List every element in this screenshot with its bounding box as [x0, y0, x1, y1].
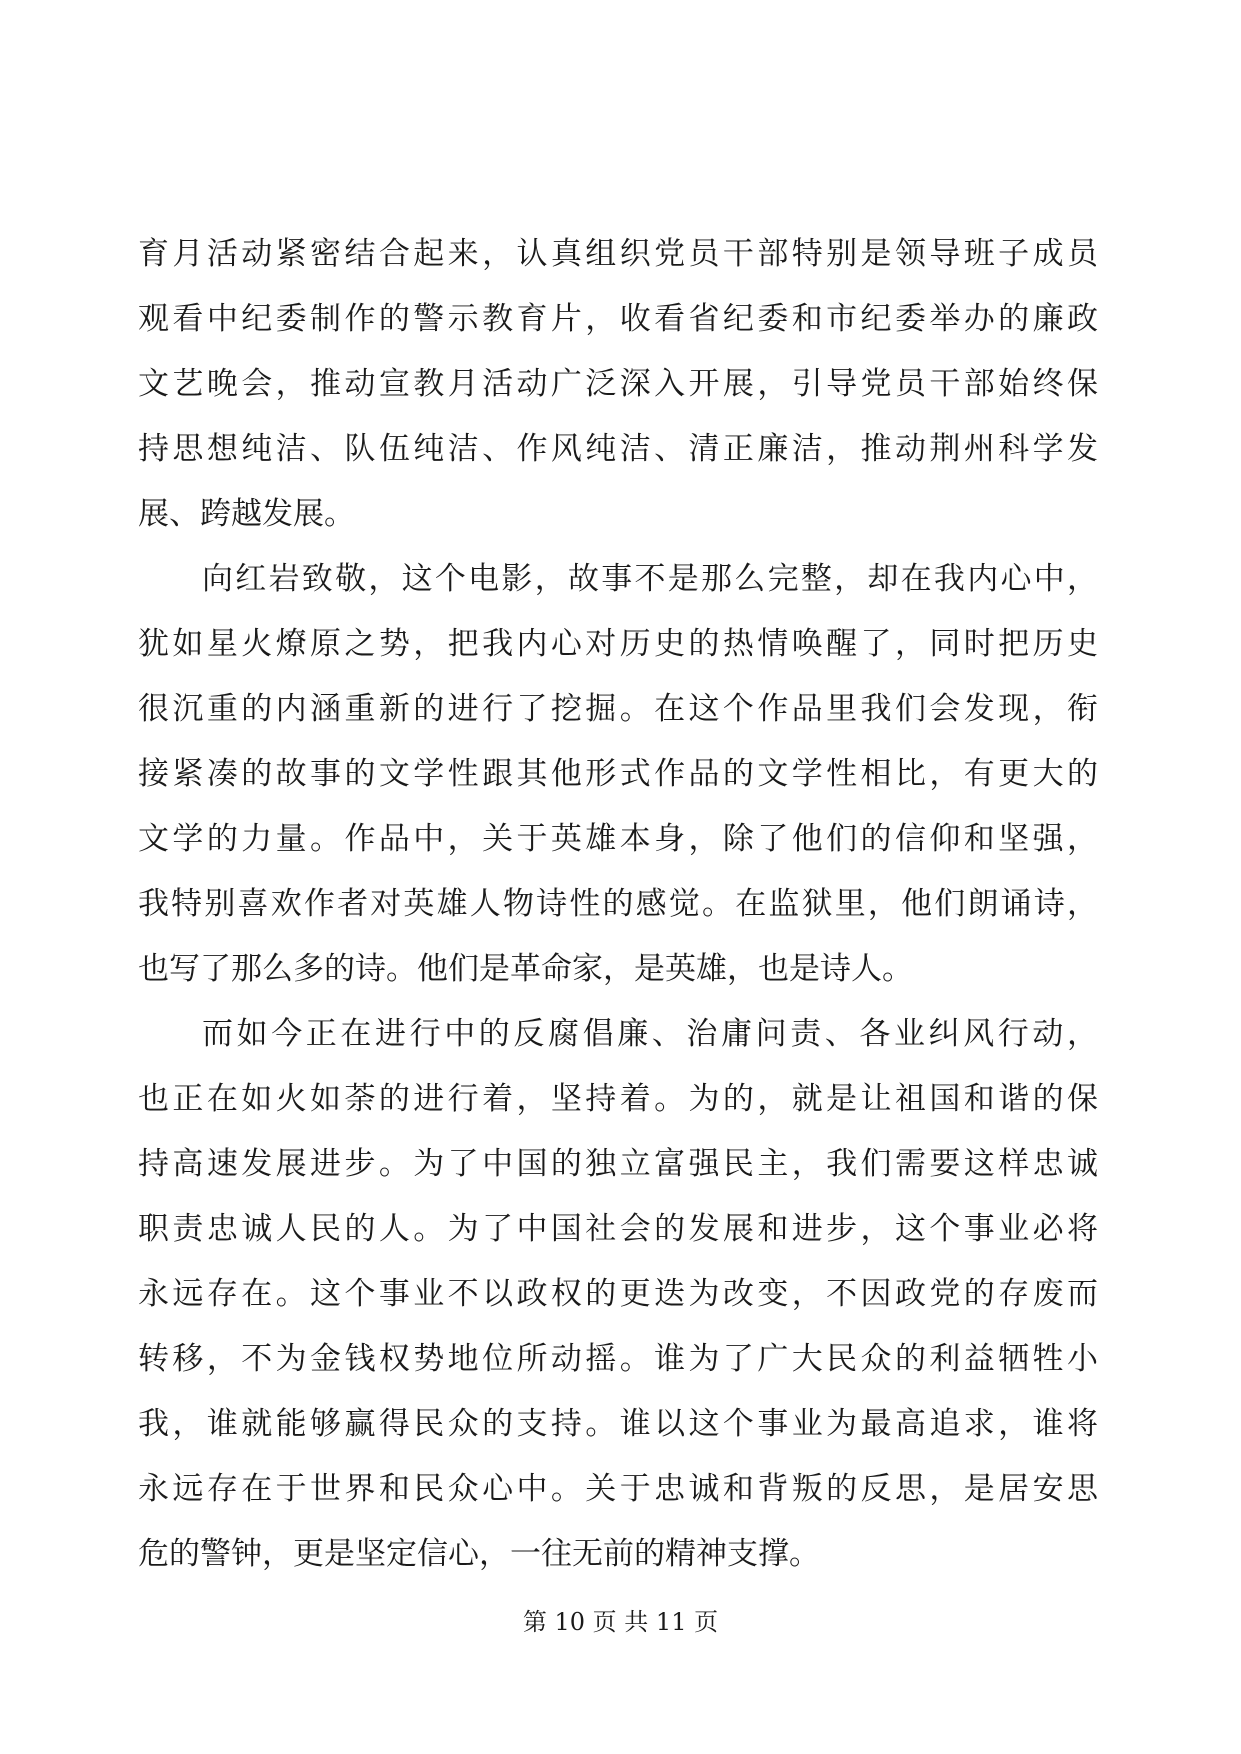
text-line: 持高速发展进步。为了中国的独立富强民主，我们需要这样忠诚 [138, 1146, 1098, 1182]
page-number-label: 第 10 页 共 11 页 [522, 1608, 719, 1636]
text-line: 育月活动紧密结合起来，认真组织党员干部特别是领导班子成员 [138, 236, 1098, 272]
text-line: 文学的力量。作品中，关于英雄本身，除了他们的信仰和坚强， [138, 821, 1098, 857]
text-line: 而如今正在进行中的反腐倡廉、治庸问责、各业纠风行动， [202, 1016, 1098, 1052]
text-line: 永远存在。这个事业不以政权的更迭为改变，不因政党的存废而 [138, 1276, 1098, 1312]
text-line: 向红岩致敬，这个电影，故事不是那么完整，却在我内心中， [202, 561, 1098, 597]
text-line: 职责忠诚人民的人。为了中国社会的发展和进步，这个事业必将 [138, 1211, 1098, 1247]
paragraph [138, 1002, 1098, 1587]
page-footer [0, 1606, 1241, 1638]
text-line: 文艺晚会，推动宣教月活动广泛深入开展，引导党员干部始终保 [138, 366, 1098, 402]
paragraph [138, 222, 1098, 547]
text-line: 也正在如火如荼的进行着，坚持着。为的，就是让祖国和谐的保 [138, 1081, 1098, 1117]
text-line: 也写了那么多的诗。他们是革命家，是英雄，也是诗人。 [138, 951, 913, 987]
text-line: 转移，不为金钱权势地位所动摇。谁为了广大民众的利益牺牲小 [138, 1341, 1098, 1377]
text-line: 犹如星火燎原之势，把我内心对历史的热情唤醒了，同时把历史 [138, 626, 1098, 662]
text-line: 永远存在于世界和民众心中。关于忠诚和背叛的反思，是居安思 [138, 1471, 1098, 1507]
text-line: 接紧凑的故事的文学性跟其他形式作品的文学性相比，有更大的 [138, 756, 1098, 792]
paragraph [138, 547, 1098, 1002]
body-text [138, 222, 1098, 1587]
text-line: 我特别喜欢作者对英雄人物诗性的感觉。在监狱里，他们朗诵诗， [138, 886, 1098, 922]
text-line: 观看中纪委制作的警示教育片，收看省纪委和市纪委举办的廉政 [138, 301, 1098, 337]
text-line: 我，谁就能够赢得民众的支持。谁以这个事业为最高追求，谁将 [138, 1406, 1098, 1442]
text-line: 很沉重的内涵重新的进行了挖掘。在这个作品里我们会发现，衔 [138, 691, 1098, 727]
text-line: 危的警钟，更是坚定信心，一往无前的精神支撑。 [138, 1536, 820, 1572]
text-line: 持思想纯洁、队伍纯洁、作风纯洁、清正廉洁，推动荆州科学发 [138, 431, 1098, 467]
text-line: 展、跨越发展。 [138, 496, 355, 532]
